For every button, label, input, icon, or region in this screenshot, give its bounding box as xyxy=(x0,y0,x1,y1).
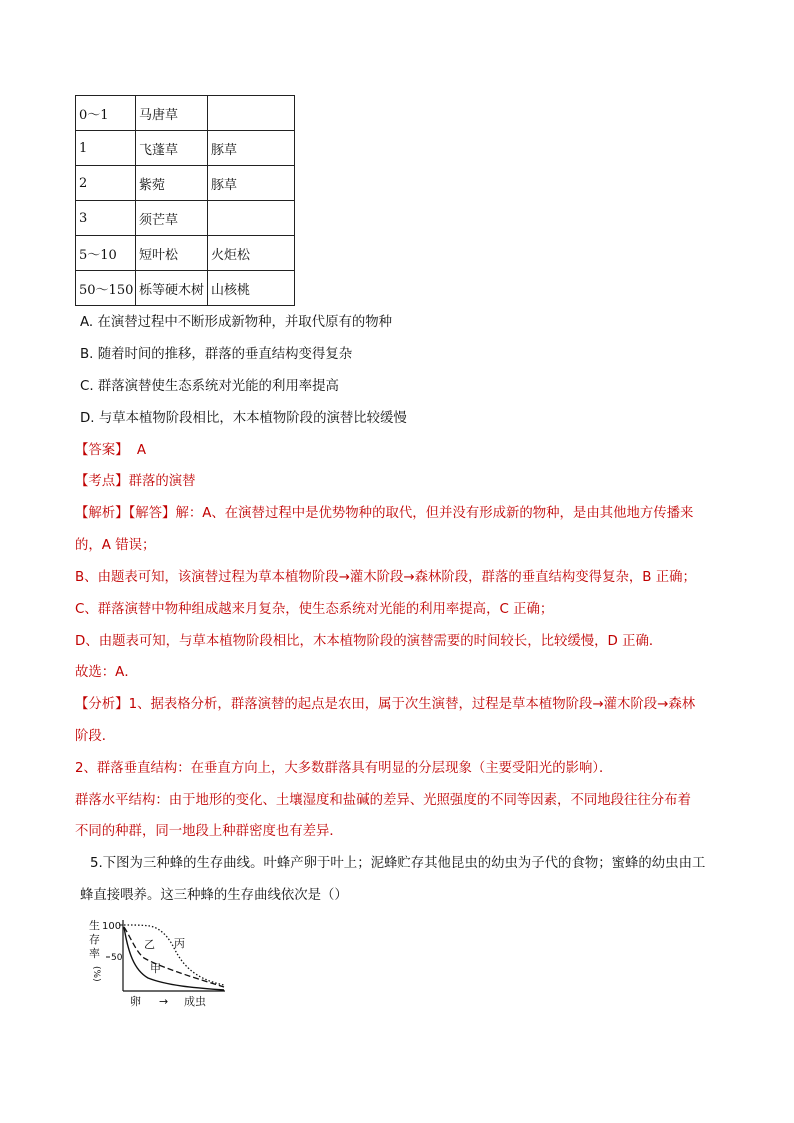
table-cell: 1 xyxy=(76,131,136,166)
table-cell xyxy=(208,201,295,236)
jiexi-text-1: 解：A、在演替过程中是优势物种的取代，但并没有形成新的物种，是由其他地方传播来 xyxy=(175,506,694,521)
jiexi-line-3: B、由题表可知，该演替过程为草本植物阶段→灌木阶段→森林阶段，群落的垂直结构变得复杂，B 正确； xyxy=(75,570,696,585)
curve-yi xyxy=(124,927,224,987)
kaodian-value: 群落的演替 xyxy=(128,474,196,489)
kaodian-tag: 【考点】 xyxy=(75,474,129,489)
ylabel-unit: (%) xyxy=(91,966,101,982)
table-row xyxy=(76,201,295,236)
option-c: C. 群落演替使生态系统对光能的利用率提高 xyxy=(80,379,339,394)
option-b: B. 随着时间的推移，群落的垂直结构变得复杂 xyxy=(80,347,353,362)
question5-line-2: 蜂直接喂养。这三种蜂的生存曲线依次是（） xyxy=(80,888,348,903)
tick-100: 100 xyxy=(102,921,122,932)
kaodian-line xyxy=(75,473,196,491)
table-row xyxy=(76,236,295,271)
fenxi-line-2: 阶段． xyxy=(75,729,116,744)
option-a: A. 在演替过程中不断形成新物种，并取代原有的物种 xyxy=(80,315,393,330)
curve-label-jia: 甲 xyxy=(150,962,161,975)
table-row xyxy=(76,166,295,201)
table-row xyxy=(76,131,295,166)
jiexi-line-4: C、群落演替中物种组成越来月复杂，使生态系统对光能的利用率提高，C 正确； xyxy=(75,602,554,617)
table-cell: 短叶松 xyxy=(136,236,208,271)
option-d: D. 与草本植物阶段相比，木本植物阶段的演替比较缓慢 xyxy=(80,411,407,426)
fenxi-line-1 xyxy=(75,696,695,714)
table-cell: 0～1 xyxy=(76,96,136,131)
table-cell: 栎等硬木树 xyxy=(136,271,208,306)
table-row xyxy=(76,271,295,306)
table-cell: 50～150 xyxy=(76,271,136,306)
ylabel-char-2: 存 xyxy=(89,933,100,946)
succession-table xyxy=(75,95,295,306)
jiexi-line-1 xyxy=(75,505,693,523)
jiexi-line-6: 故选：A． xyxy=(75,665,138,680)
table-row xyxy=(76,96,295,131)
table-cell: 马唐草 xyxy=(136,96,208,131)
curve-bing xyxy=(124,925,224,985)
answer-tag: 【答案】 xyxy=(75,443,129,458)
jiexi-line-5: D、由题表可知，与草本植物阶段相比，木本植物阶段的演替需要的时间较长，比较缓慢，D 正确． xyxy=(75,634,663,649)
fenxi-text-1: 1、据表格分析，群落演替的起点是农田，属于次生演替，过程是草本植物阶段→灌木阶段→森林 xyxy=(128,697,696,712)
table-cell: 5～10 xyxy=(76,236,136,271)
table-cell: 山核桃 xyxy=(208,271,295,306)
x-end-label: 成虫 xyxy=(184,995,206,1008)
fenxi-line-3: 2、群落垂直结构：在垂直方向上，大多数群落具有明显的分层现象（主要受阳光的影响）． xyxy=(75,761,613,776)
fenxi-line-4: 群落水平结构：由于地形的变化、土壤湿度和盐碱的差异、光照强度的不同等因素，不同地段往往分布着 xyxy=(75,793,691,808)
question5-line-1: 5.下图为三种蜂的生存曲线。叶蜂产卵于叶上；泥蜂贮存其他昆虫的幼虫为子代的食物；蜜蜂的幼虫由工 xyxy=(90,856,706,871)
table-cell xyxy=(208,96,295,131)
table-cell: 紫菀 xyxy=(136,166,208,201)
table-cell: 3 xyxy=(76,201,136,236)
ylabel-char-3: 率 xyxy=(89,947,100,960)
table-cell: 豚草 xyxy=(208,166,295,201)
curve-label-bing: 丙 xyxy=(174,937,185,950)
table-cell: 2 xyxy=(76,166,136,201)
jiexi-tag: 【解析】【解答】 xyxy=(75,506,176,521)
fenxi-line-5: 不同的种群，同一地段上种群密度也有差异． xyxy=(75,824,343,839)
x-start-label: 卵 xyxy=(130,995,141,1008)
table-cell: 火炬松 xyxy=(208,236,295,271)
survival-curve-figure xyxy=(78,912,238,1012)
answer-value: A xyxy=(136,443,146,458)
fenxi-tag: 【分析】 xyxy=(75,697,129,712)
table-cell: 豚草 xyxy=(208,131,295,166)
jiexi-line-2: 的，A 错误； xyxy=(75,538,156,553)
table-cell: 飞蓬草 xyxy=(136,131,208,166)
x-arrow: → xyxy=(159,995,169,1008)
tick-50: 50 xyxy=(111,953,123,963)
table-cell: 须芒草 xyxy=(136,201,208,236)
answer-line xyxy=(75,442,146,460)
curve-label-yi: 乙 xyxy=(144,938,155,951)
ylabel-char-1: 生 xyxy=(89,919,100,932)
